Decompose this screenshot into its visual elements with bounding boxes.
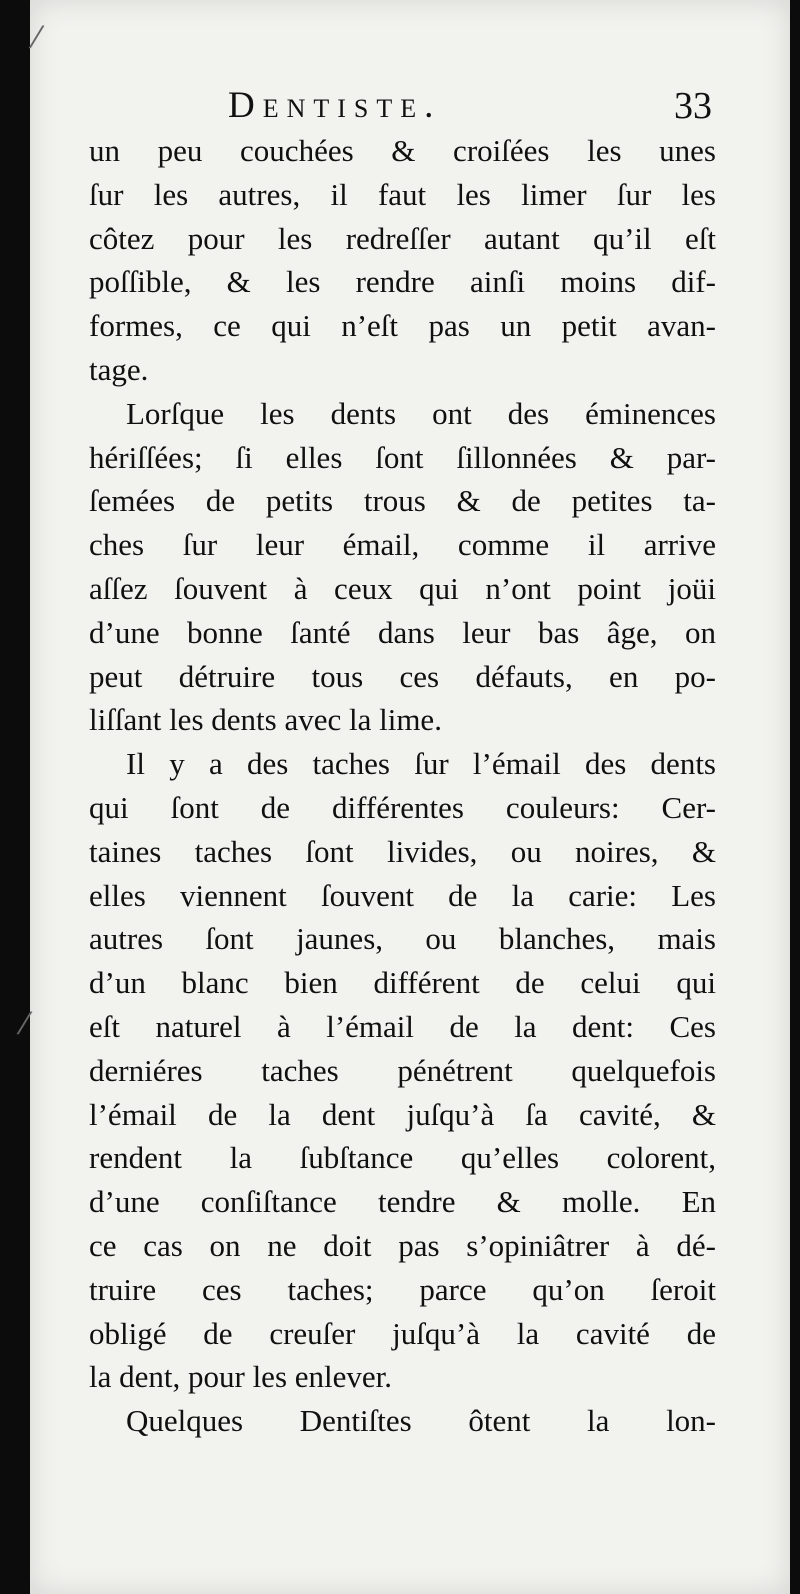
text-line: poſſible, & les rendre ainſi moins dif- <box>89 264 716 300</box>
pencil-mark-icon: ⁄ <box>34 21 40 56</box>
paragraph <box>89 129 716 392</box>
text-line: l’émail de la dent juſqu’à ſa cavité, & <box>89 1096 716 1132</box>
text-line: d’une conſiſtance tendre & molle. En <box>89 1184 716 1220</box>
text-line: eſt naturel à l’émail de la dent: Ces <box>89 1008 716 1044</box>
text-line: taines taches ſont livides, ou noires, & <box>89 833 716 869</box>
text-line: tage. <box>89 351 149 387</box>
text-line: qui ſont de différentes couleurs: Cer- <box>89 789 716 825</box>
text-line: obligé de creuſer juſqu’à la cavité de <box>89 1315 716 1351</box>
running-head: Dentiste. <box>228 85 442 126</box>
text-line: hériſſées; ſi elles ſont ſillonnées & par- <box>89 439 716 475</box>
margin-tick-icon: ⁄ <box>22 1007 28 1042</box>
text-line: autres ſont jaunes, ou blanches, mais <box>89 921 716 957</box>
paragraph <box>89 1399 716 1443</box>
text-line: Lorſque les dents ont des éminences <box>126 395 716 431</box>
text-line: ſur les autres, il faut les limer ſur les <box>89 176 716 212</box>
text-line: elles viennent ſouvent de la carie: Les <box>89 877 716 913</box>
body-text <box>89 129 716 1443</box>
paragraph <box>89 392 716 742</box>
page-header <box>30 84 790 134</box>
text-line: d’une bonne ſanté dans leur bas âge, on <box>89 614 716 650</box>
text-line: côtez pour les redreſſer autant qu’il eſt <box>89 220 716 256</box>
paragraph <box>89 742 716 1399</box>
text-line: d’un blanc bien différent de celui qui <box>89 965 716 1001</box>
text-line: derniéres taches pénétrent quelquefois <box>89 1052 716 1088</box>
text-line: rendent la ſubſtance qu’elles colorent, <box>89 1140 716 1176</box>
text-line: ches ſur leur émail, comme il arrive <box>89 527 716 563</box>
page-number: 33 <box>674 85 712 127</box>
text-line: peut détruire tous ces défauts, en po- <box>89 658 716 694</box>
text-line: truire ces taches; parce qu’on ſeroit <box>89 1271 716 1307</box>
book-page <box>22 0 790 1594</box>
text-line: ce cas on ne doit pas s’opiniâtrer à dé- <box>89 1227 716 1263</box>
text-line: aſſez ſouvent à ceux qui n’ont point joüi <box>89 570 716 606</box>
text-line: formes, ce qui n’eſt pas un petit avan- <box>89 308 716 344</box>
text-line: Il y a des taches ſur l’émail des dents <box>126 746 716 782</box>
text-line: ſemées de petits trous & de petites ta- <box>89 483 716 519</box>
text-line: la dent, pour les enlever. <box>89 1359 393 1395</box>
text-line: liſſant les dents avec la lime. <box>89 702 442 738</box>
text-line: Quelques Dentiſtes ôtent la lon- <box>126 1403 716 1439</box>
text-line: un peu couchées & croiſées les unes <box>89 133 716 168</box>
